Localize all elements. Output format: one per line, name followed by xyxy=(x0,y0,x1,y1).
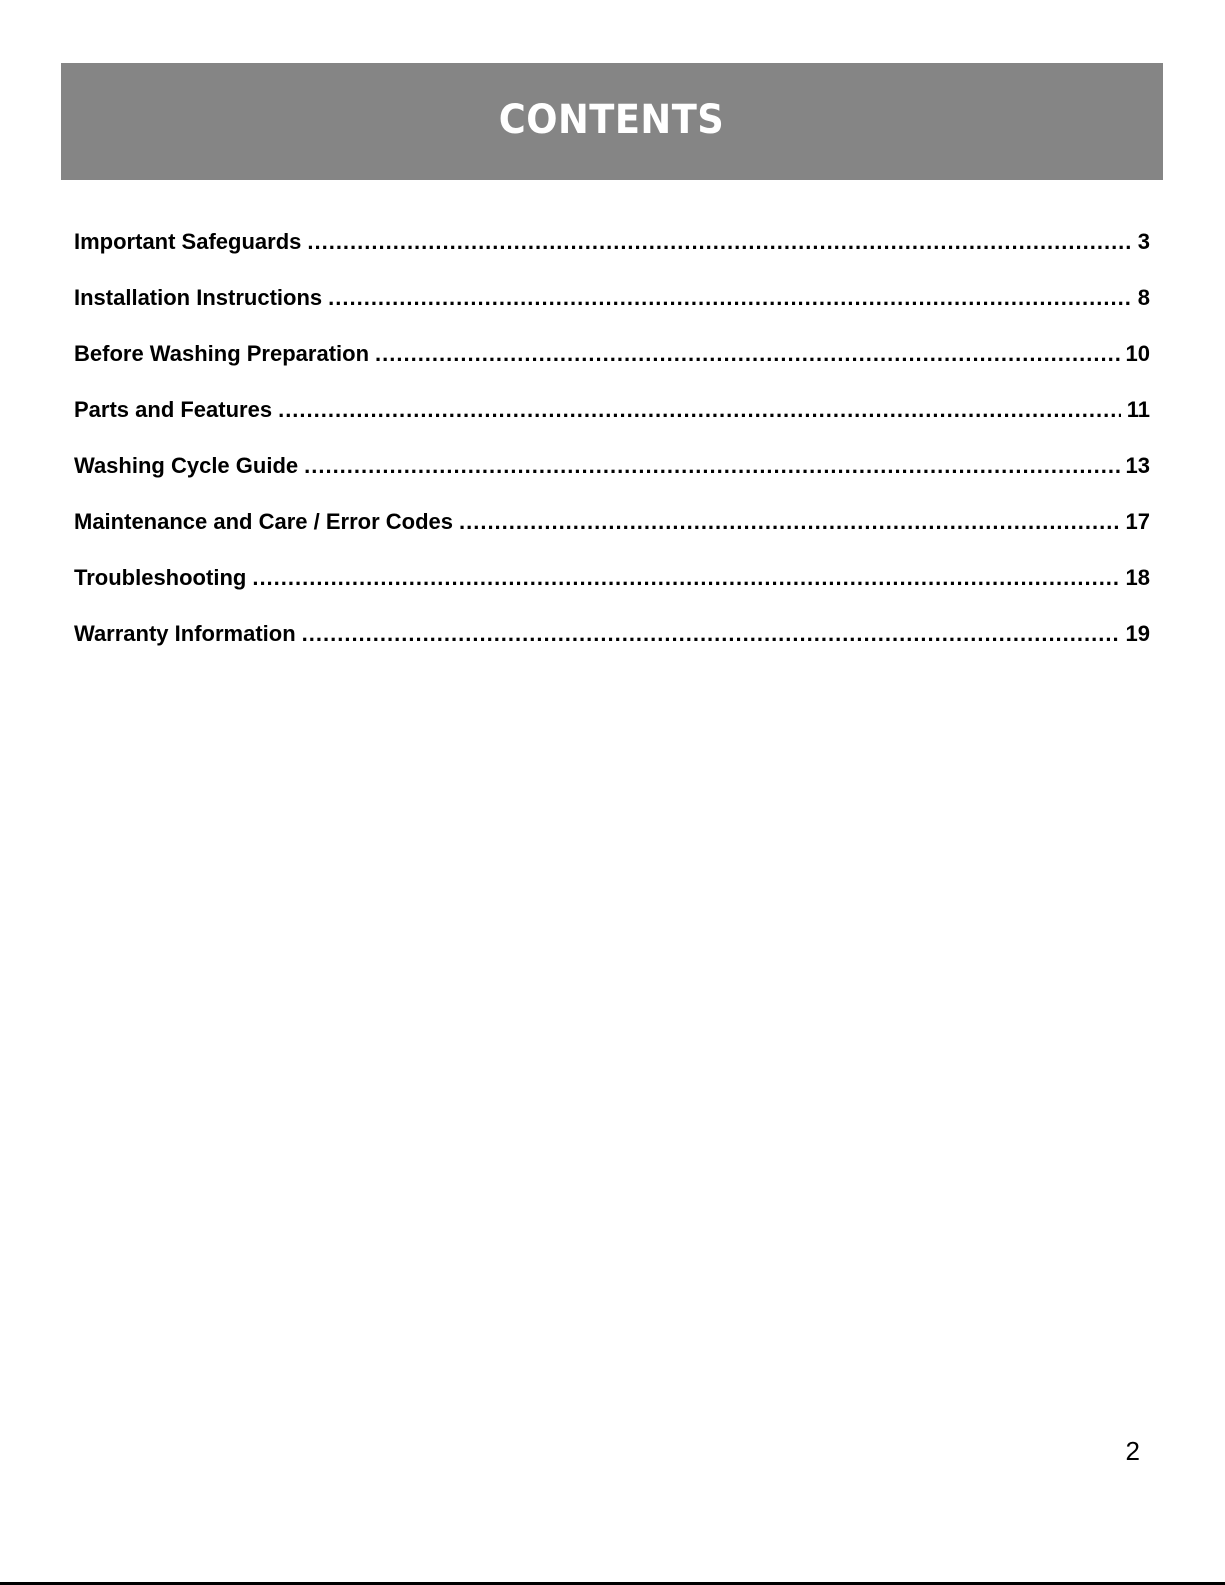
toc-entry-installation-instructions[interactable] xyxy=(74,282,1150,338)
toc-entry-label: Installation Instructions xyxy=(74,285,323,310)
toc-entry-warranty-information[interactable] xyxy=(74,618,1150,674)
contents-header-band xyxy=(61,63,1163,180)
toc-entry-page: 3 xyxy=(1137,229,1150,254)
toc-dot-leader xyxy=(375,338,1120,370)
toc-entry-label: Maintenance and Care / Error Codes xyxy=(74,509,453,534)
toc-entry-before-washing-preparation[interactable] xyxy=(74,338,1150,394)
page-title: CONTENTS xyxy=(499,96,725,143)
toc-entry-page: 10 xyxy=(1125,341,1150,366)
toc-dot-leader xyxy=(278,394,1121,426)
toc-entry-important-safeguards[interactable] xyxy=(74,226,1150,282)
toc-entry-label: Washing Cycle Guide xyxy=(74,453,299,478)
toc-entry-page: 13 xyxy=(1125,453,1150,478)
toc-dot-leader xyxy=(328,282,1132,314)
toc-entry-page: 11 xyxy=(1126,397,1150,422)
table-of-contents xyxy=(74,226,1150,674)
toc-entry-label: Important Safeguards xyxy=(74,229,302,254)
toc-entry-page: 17 xyxy=(1125,509,1150,534)
toc-entry-label: Before Washing Preparation xyxy=(74,341,370,366)
toc-dot-leader xyxy=(307,226,1131,258)
toc-entry-washing-cycle-guide[interactable] xyxy=(74,450,1150,506)
page-number: 2 xyxy=(1125,1436,1140,1466)
toc-entry-label: Warranty Information xyxy=(74,621,296,646)
toc-dot-leader xyxy=(459,506,1120,538)
toc-entry-maintenance-and-care[interactable] xyxy=(74,506,1150,562)
toc-dot-leader xyxy=(304,450,1119,482)
toc-dot-leader xyxy=(302,618,1120,650)
toc-entry-page: 19 xyxy=(1125,621,1150,646)
toc-entry-page: 18 xyxy=(1125,565,1150,590)
toc-entry-label: Troubleshooting xyxy=(74,565,247,590)
toc-entry-troubleshooting[interactable] xyxy=(74,562,1150,618)
toc-dot-leader xyxy=(252,562,1119,594)
toc-entry-label: Parts and Features xyxy=(74,397,273,422)
toc-entry-page: 8 xyxy=(1137,285,1150,310)
toc-entry-parts-and-features[interactable] xyxy=(74,394,1150,450)
